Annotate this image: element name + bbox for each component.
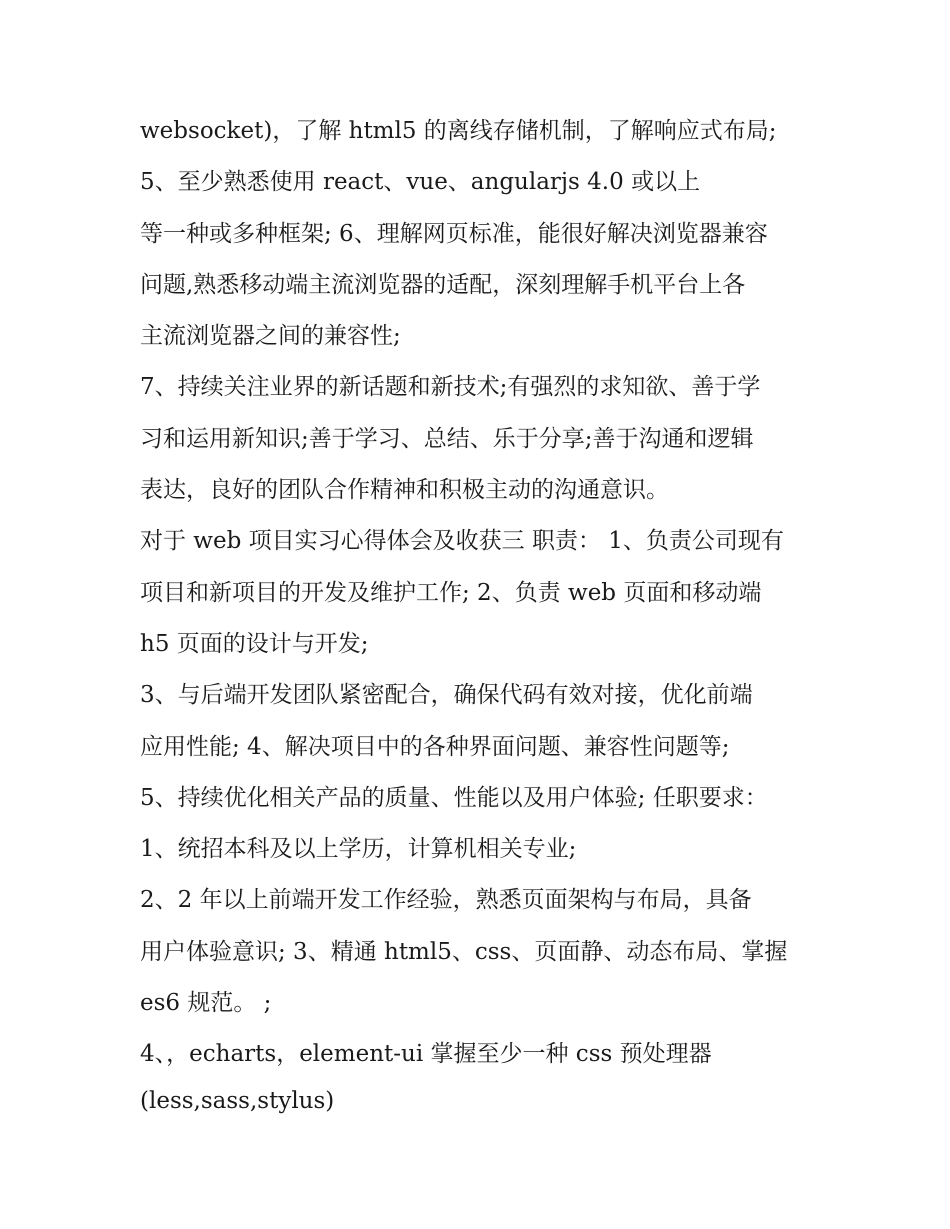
text-line: 问题,熟悉移动端主流浏览器的适配，深刻理解手机平台上各 [140, 271, 746, 298]
text-line: 应用性能; 4、解决项目中的各种界面问题、兼容性问题等; [140, 733, 730, 760]
text-line: 2、2 年以上前端开发工作经验，熟悉页面架构与布局，具备 [140, 887, 752, 914]
text-line: 4、，echarts，element-ui 掌握至少一种 css 预处理器 [140, 1041, 712, 1068]
text-line: h5 页面的设计与开发; [140, 630, 369, 657]
text-line: 5、至少熟悉使用 react、vue、angularjs 4.0 或以上 [140, 169, 701, 196]
text-line: websocket)，了解 html5 的离线存储机制，了解响应式布局; [140, 118, 777, 144]
text-line: 习和运用新知识;善于学习、总结、乐于分享;善于沟通和逻辑 [140, 425, 754, 452]
text-line: 3、与后端开发团队紧密配合，确保代码有效对接，优化前端 [140, 682, 753, 709]
text-line: 项目和新项目的开发及维护工作; 2、负责 web 页面和移动端 [140, 579, 762, 606]
text-line: 表达，良好的团队合作精神和积极主动的沟通意识。 [140, 477, 669, 504]
text-line: es6 规范。 ; [140, 990, 272, 1017]
text-line: 对于 web 项目实习心得体会及收获三 职责： 1、负责公司现有 [140, 528, 784, 555]
text-line: 等一种或多种框架; 6、理解网页标准，能很好解决浏览器兼容 [140, 220, 768, 247]
text-line: 7、持续关注业界的新话题和新技术;有强烈的求知欲、善于学 [140, 374, 761, 401]
text-line: (less,sass,stylus) [140, 1087, 335, 1114]
text-line: 5、持续优化相关产品的质量、性能以及用户体验; 任职要求： [140, 784, 768, 811]
text-line: 主流浏览器之间的兼容性; [140, 323, 401, 350]
text-line: 用户体验意识; 3、精通 html5、css、页面静、动态布局、掌握 [140, 938, 788, 965]
text-line: 1、统招本科及以上学历，计算机相关专业; [140, 836, 577, 863]
body-text [140, 106, 830, 1121]
